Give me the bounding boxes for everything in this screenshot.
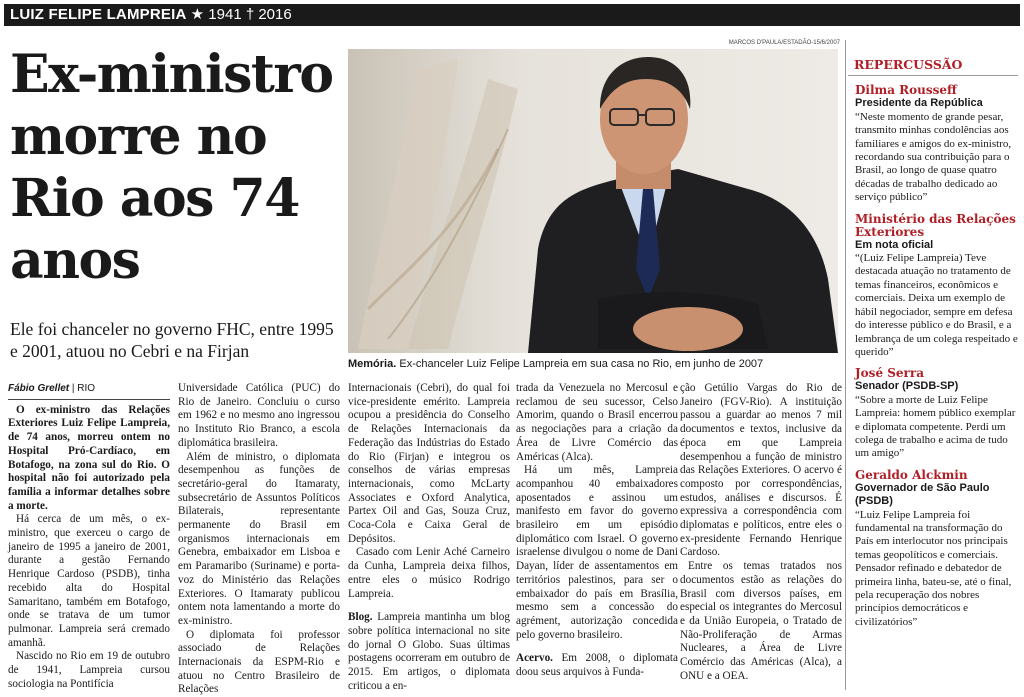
photo-credit: MARCOS D'PAULA/ESTADÃO-15/6/2007 — [728, 40, 840, 46]
section-header-bar — [4, 4, 1020, 26]
acervo-paragraph: Acervo. Em 2008, o diplomata doou seus arquivos à Funda- — [516, 652, 678, 679]
blog-paragraph: Blog. Lampreia mantinha um blog sobre política internacional no site do jornal O Globo. Suas últimas postagens ocorreram em outubro de 2015. Em artigos, o diplomata criticou a en- — [348, 611, 510, 692]
paragraph: O diplomata foi professor associado de Relações Internacionais da ESPM-Rio e atuou no Centro Brasileiro de Relações — [178, 628, 340, 696]
paragraph: Internacionais (Cebri), do qual foi vice-presidente emérito. Lampreia ocupou a presidência do Conselho de Relações Internacionais da Federação das Indústrias do Estado do Rio (Firjan) e integrou os conselhos de várias empresas internacionais, como McLarty Associates e Oxford Analytica, Partex Oil and Gas, Souza Cruz, Coca-Cola e Caixa Geral de Depósitos. — [348, 382, 510, 545]
section-name: LUIZ FELIPE LAMPREIA — [10, 6, 187, 23]
subheadline: Ele foi chanceler no governo FHC, entre 1995 e 2001, atuou no Cebri e na Firjan — [10, 319, 334, 361]
reactions-sidebar — [848, 54, 1018, 637]
reaction-name: Geraldo Alckmin — [855, 467, 968, 482]
byline: Fábio Grellet | RIO — [8, 382, 170, 400]
reaction-role: Governador de São Paulo (PSDB) — [855, 481, 990, 508]
reaction-entry — [848, 84, 1018, 204]
paragraph: Entre os temas tratados nos documentos estão as relações do Brasil com diversos países, em especial os integrantes do Mercosul e da União Europeia, o Tratado de Não-Proliferação de Armas Nucleares, a Área de Livre Comércio das Américas (Alca), a ONU e a OEA. — [680, 560, 842, 682]
caption-lead: Memória. — [348, 358, 397, 370]
paragraph: Há um mês, Lampreia acompanhou 40 embaixadores aposentados e assinou um manifesto em favor do governo brasileiro em um episódio diplomático com Israel. O governo israelense divulgou o nome de Dani Dayan, líder de assentamentos em territórios palestinos, para ser o embaixador do país em Brasília, mesmo sem a concessão do agrément, autorização concedida pelo governo brasileiro. — [516, 464, 678, 641]
subsection-lead-acervo: Acervo. — [516, 652, 553, 665]
article-column-4 — [516, 382, 678, 680]
reaction-quote: “(Luiz Felipe Lampreia) Teve destacada atuação no tratamento de temas financeiros, econômicos e comerciais. Deixa um exemplo de hábil negociador, sempre em defesa do interesse público e do Brasil, e a lembrança de um colega respeitado e querido” — [855, 252, 1018, 358]
byline-place: RIO — [77, 383, 96, 394]
caption-text: Ex-chanceler Luiz Felipe Lampreia em sua casa no Rio, em junho de 2007 — [396, 358, 764, 370]
photo-caption — [348, 357, 843, 371]
life-dates: 1941 † 2016 — [208, 6, 292, 23]
article-column-1 — [8, 382, 170, 691]
headline: Ex-ministro morre no Rio aos 74 anos — [10, 44, 333, 291]
reaction-entry — [848, 367, 1018, 460]
sidebar-divider — [845, 40, 846, 690]
subsection-lead-blog: Blog. — [348, 611, 373, 624]
paragraph: Há cerca de um mês, o ex-ministro, que exerceu o cargo de janeiro de 1995 a janeiro de 2001, durante a gestão Fernando Henrique Cardoso (PSDB), tinha recebido alta do Hospital Samaritano, também em Botafogo, onde se tratava de um tumor pulmonar. Lampreia será cremado amanhã. — [8, 513, 170, 649]
paragraph: trada da Venezuela no Mercosul e reclamou de seu sucessor, Celso Amorim, quando o Brasil encerrou as negociações para a criação da Área de Livre Comércio das Américas (Alca). — [516, 382, 678, 463]
reaction-quote: “Sobre a morte de Luiz Felipe Lampreia: homem público exemplar e diplomata competente. Perdi um colega de trabalho e acima de tudo um amigo” — [855, 393, 1016, 460]
reaction-role: Presidente da República — [855, 97, 983, 110]
article-column-2 — [178, 382, 340, 697]
reaction-name: Ministério das Relações Exteriores — [855, 211, 1016, 239]
reaction-name: Dilma Rousseff — [855, 83, 957, 98]
portrait-photo — [348, 49, 838, 353]
star-icon: ★ — [190, 6, 205, 23]
reaction-quote: “Neste momento de grande pesar, transmito minhas condolências aos familiares e amigos do ex-ministro, recordando sua contribuição para o Brasil, ao longo de quase quatro décadas de trabalho dedicado ao serviço público” — [855, 110, 1012, 204]
paragraph: Além de ministro, o diplomata desempenhou as funções de secretário-geral do Itamaraty, subsecretário de Assuntos Políticos Bilaterais, representante permanente do Brasil em organismos internacionais em Genebra, embaixador em Lisboa e em Paramaribo (Suriname) e porta-voz do Ministério das Relações Exteriores. O Itamaraty publicou ontem nota lamentando a morte do ex-ministro. — [178, 450, 340, 627]
paragraph: Universidade Católica (PUC) do Rio de Janeiro. Concluiu o curso em 1962 e no mesmo ano ingressou no Instituto Rio Branco, a escola diplomática brasileira. — [178, 382, 340, 449]
paragraph: Casado com Lenir Aché Carneiro da Cunha, Lampreia deixa filhos, entre eles o músico Rodrigo Lampreia. — [348, 546, 510, 600]
reaction-role: Senador (PSDB-SP) — [855, 380, 959, 393]
article-column-5 — [680, 382, 842, 683]
sidebar-title: REPERCUSSÃO — [848, 54, 1018, 76]
portrait-illustration — [348, 49, 838, 353]
article-body — [8, 382, 842, 696]
paragraph: Nascido no Rio em 19 de outubro de 1941, Lampreia cursou sociologia na Pontifícia — [8, 650, 170, 690]
reaction-name: José Serra — [855, 366, 924, 381]
reaction-entry — [848, 213, 1018, 360]
lead-paragraph: O ex-ministro das Relações Exteriores Luiz Felipe Lampreia, de 74 anos, morreu ontem no Hospital Pró-Cardíaco, em Botafogo, na zona sul do Rio. O hospital não foi autorizado pela família a informar detalhes sobre a morte. — [8, 403, 170, 512]
byline-author: Fábio Grellet — [8, 383, 70, 394]
reaction-quote: “Luiz Felipe Lampreia foi fundamental na transformação do País em interlocutor nos principais temas geopolíticos e comerciais. Pensador refinado e debatedor de primeira linha, bateu-se, até o final, pela recuperação dos nobres princípios democráticos e civilizatórios” — [855, 508, 1012, 628]
reaction-entry — [848, 469, 1018, 629]
reaction-role: Em nota oficial — [855, 238, 934, 251]
paragraph: ção Getúlio Vargas do Rio de Janeiro (FGV-Rio). A instituição passou a guardar ao menos 7 mil documentos e textos, inclusive da época em que Lampreia desempenhou a função de ministro das Relações Exteriores. O acervo é composto por correspondências, estudos, análises e discursos. É expressiva a correspondência com diplomatas e políticos, entre eles o ex-presidente Fernando Henrique Cardoso. — [680, 382, 842, 559]
article-column-3 — [348, 382, 510, 693]
